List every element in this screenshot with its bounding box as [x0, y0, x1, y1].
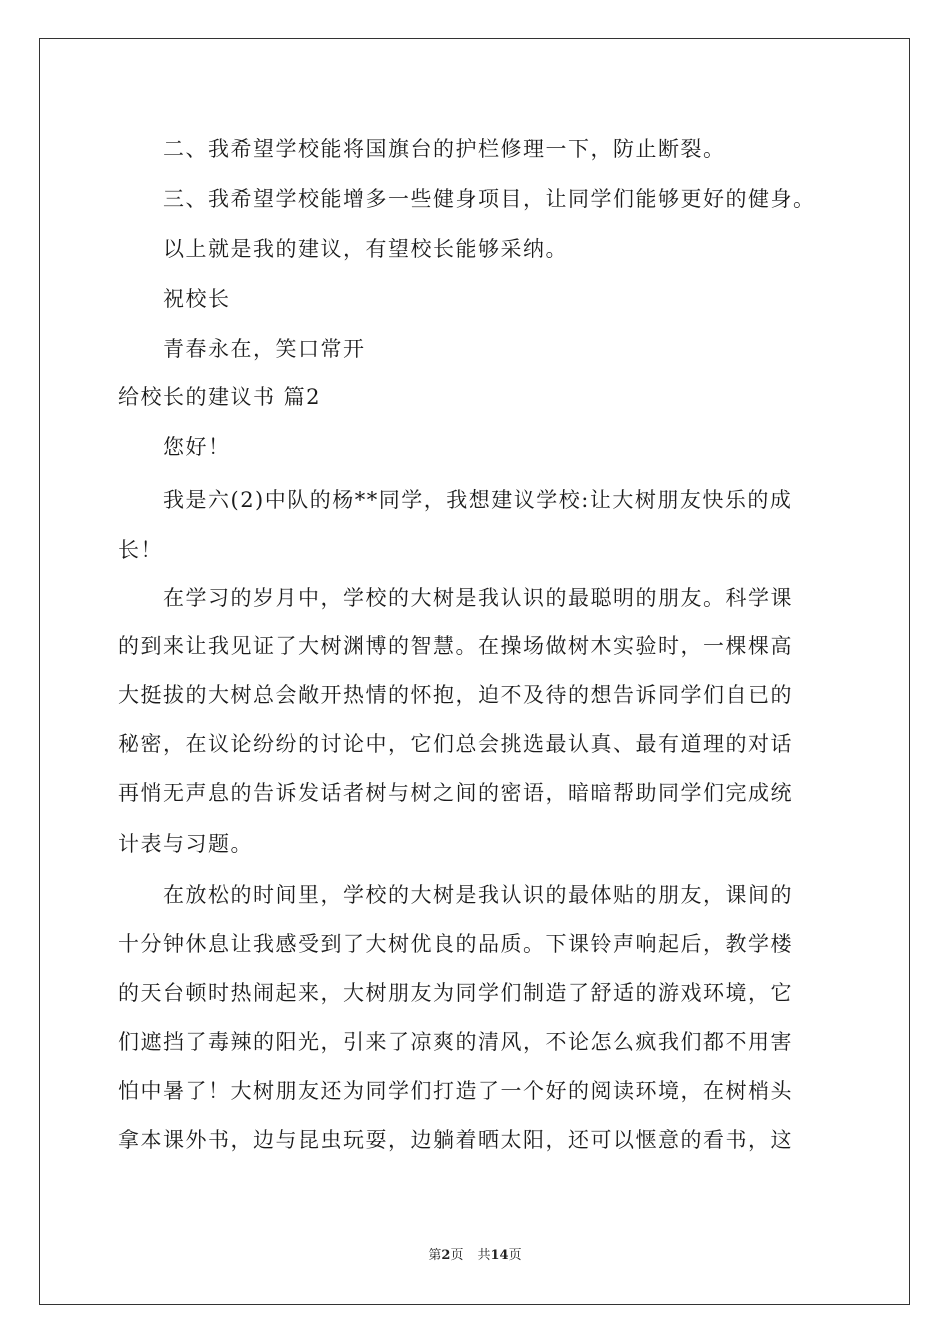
paragraph-line: 秘密，在议论纷纷的讨论中，它们总会挑选最认真、最有道理的对话 [118, 732, 793, 756]
paragraph-line: 的到来让我见证了大树渊博的智慧。在操场做树木实验时，一棵棵高 [118, 634, 793, 658]
paragraph-line: 以上就是我的建议，有望校长能够采纳。 [163, 237, 568, 261]
section-heading: 给校长的建议书 篇2 [118, 385, 322, 409]
closing-line: 青春永在，笑口常开 [163, 337, 366, 361]
page-prefix: 第 [428, 1248, 442, 1263]
paragraph-line: 拿本课外书，边与昆虫玩耍，边躺着晒太阳，还可以惬意的看书，这 [118, 1128, 793, 1152]
greeting-line: 您好！ [163, 435, 231, 459]
paragraph-line: 在放松的时间里，学校的大树是我认识的最体贴的朋友，课间的 [163, 883, 793, 907]
page-footer [0, 1246, 950, 1266]
page-current: 2 [441, 1248, 451, 1263]
paragraph-line: 十分钟休息让我感受到了大树优良的品质。下课铃声响起后，教学楼 [118, 932, 793, 956]
paragraph-line: 长！ [118, 538, 163, 562]
paragraph-line: 二、我希望学校能将国旗台的护栏修理一下，防止断裂。 [163, 137, 726, 161]
paragraph-line: 在学习的岁月中，学校的大树是我认识的最聪明的朋友。科学课 [163, 586, 793, 610]
paragraph-line: 我是六(2)中队的杨**同学，我想建议学校:让大树朋友快乐的成 [163, 488, 793, 512]
page-total: 14 [490, 1248, 509, 1263]
paragraph-line: 们遮挡了毒辣的阳光，引来了凉爽的清风，不论怎么疯我们都不用害 [118, 1030, 793, 1054]
paragraph-line: 的天台顿时热闹起来，大树朋友为同学们制造了舒适的游戏环境，它 [118, 981, 793, 1005]
paragraph-line: 计表与习题。 [118, 832, 253, 856]
paragraph-line: 三、我希望学校能增多一些健身项目，让同学们能够更好的健身。 [163, 187, 816, 211]
total-prefix: 共 [477, 1248, 491, 1263]
paragraph-line: 怕中暑了！大树朋友还为同学们打造了一个好的阅读环境，在树梢头 [118, 1079, 793, 1103]
paragraph-line: 再悄无声息的告诉发话者树与树之间的密语，暗暗帮助同学们完成统 [118, 781, 793, 805]
paragraph-line: 大挺拔的大树总会敞开热情的怀抱，迫不及待的想告诉同学们自已的 [118, 683, 793, 707]
page-unit: 页 [450, 1248, 464, 1263]
salutation-line: 祝校长 [163, 287, 231, 311]
page-border [39, 38, 910, 1305]
total-unit: 页 [508, 1248, 522, 1263]
